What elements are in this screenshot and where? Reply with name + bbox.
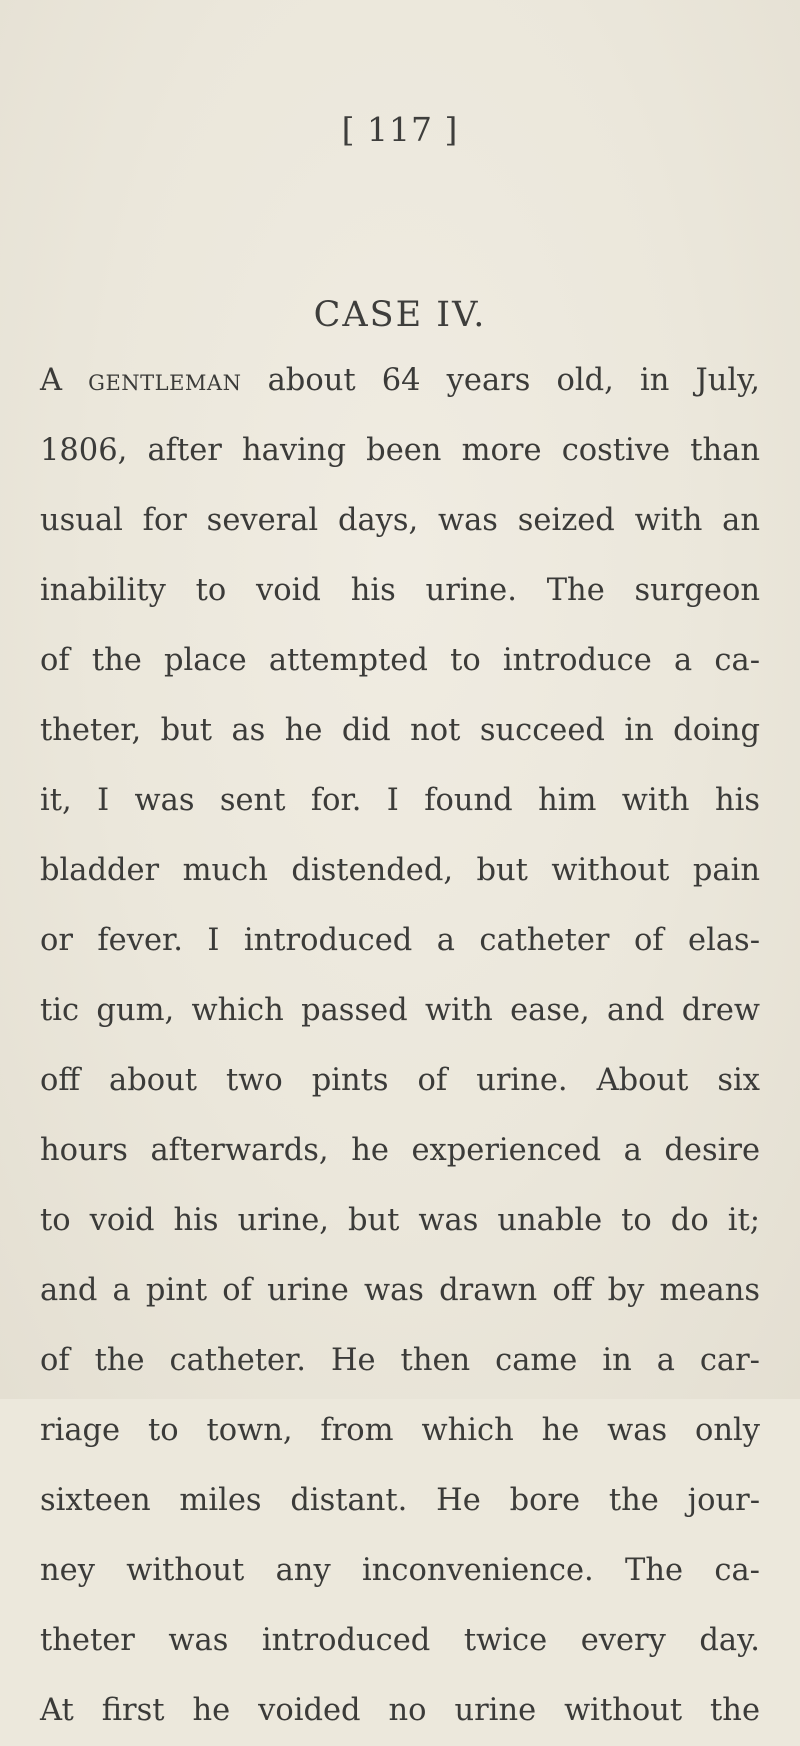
text-line: 1806, after having been more costive than — [40, 433, 760, 468]
text-line: theter was introduced twice every day. — [40, 1623, 760, 1658]
text-line: to void his urine, but was unable to do it; — [40, 1203, 760, 1238]
text-line: off about two pints of urine. About six — [40, 1063, 760, 1098]
opening-word: gentleman — [88, 363, 242, 398]
text-line: theter, but as he did not succeed in doing — [40, 713, 760, 748]
text-line-1 — [40, 346, 760, 416]
text-line: bladder much distended, but without pain — [40, 853, 760, 888]
text-line: or fever. I introduced a catheter of elas- — [40, 923, 760, 958]
text-line: ney without any inconvenience. The ca- — [40, 1553, 760, 1588]
body-text — [40, 346, 760, 1746]
text-line: inability to void his urine. The surgeon — [40, 573, 760, 608]
text-line: usual for several days, was seized with an — [40, 503, 760, 538]
opening-word-lead: A — [40, 363, 89, 398]
text-line: and a pint of urine was drawn off by means — [40, 1273, 760, 1308]
text-line: it, I was sent for. I found him with his — [40, 783, 760, 818]
text-line: tic gum, which passed with ease, and drew — [40, 993, 760, 1028]
text-line: hours afterwards, he experienced a desire — [40, 1133, 760, 1168]
text-line: of the catheter. He then came in a car- — [40, 1343, 760, 1378]
text-line: sixteen miles distant. He bore the jour- — [40, 1483, 760, 1518]
text-line: of the place attempted to introduce a ca- — [40, 643, 760, 678]
page-number: [ 117 ] — [341, 110, 459, 149]
case-heading: CASE IV. — [313, 295, 487, 335]
text-line: riage to town, from which he was only — [40, 1413, 760, 1448]
text-line: At first he voided no urine without the — [40, 1693, 760, 1728]
first-line-rest: about 64 years old, in July, — [241, 363, 760, 398]
